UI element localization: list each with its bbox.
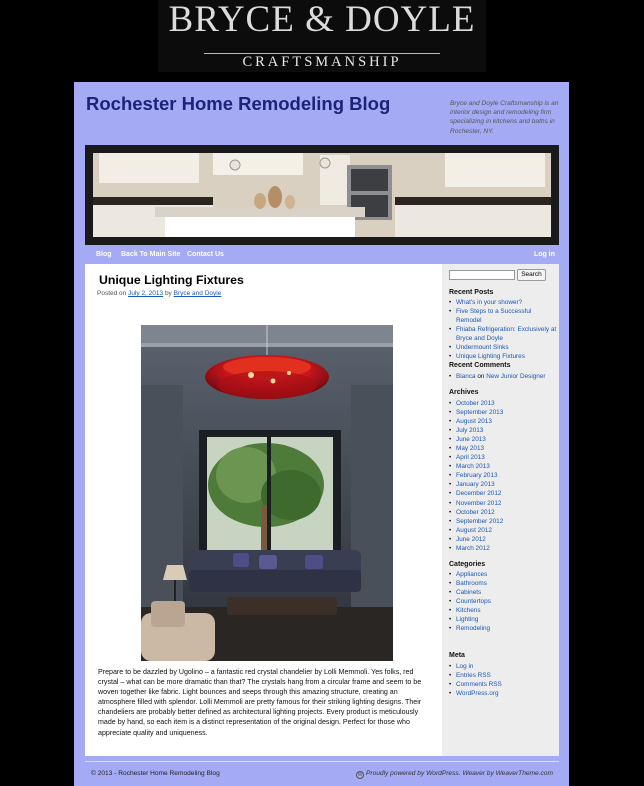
archive-link[interactable]: • October 2012 xyxy=(449,508,557,517)
category-link[interactable]: • Cabinets xyxy=(449,588,557,597)
archive-link[interactable]: • March 2012 xyxy=(449,544,557,553)
recent-post-link[interactable]: • Fhiaba Refrigeration: Exclusively at Bryce and Doyle xyxy=(449,325,557,343)
recent-post-link[interactable]: • Five Steps to a Successful Remodel xyxy=(449,307,557,325)
recent-posts-title: Recent Posts xyxy=(449,289,494,296)
recent-posts-list xyxy=(449,298,557,361)
meta-title: Meta xyxy=(449,652,465,659)
category-link[interactable]: • Bathrooms xyxy=(449,579,557,588)
archive-link[interactable]: • May 2013 xyxy=(449,444,557,453)
nav-log-in[interactable]: Log in xyxy=(534,251,555,258)
logo-tagline: CRAFTSMANSHIP xyxy=(242,54,402,70)
post-meta xyxy=(97,290,221,297)
archive-link[interactable]: • August 2012 xyxy=(449,526,557,535)
wordpress-icon: W xyxy=(357,772,363,778)
nav-contact-us[interactable]: Contact Us xyxy=(187,251,224,258)
footer-powered-by[interactable] xyxy=(356,770,553,779)
nav-blog[interactable]: Blog xyxy=(96,251,112,258)
categories-list xyxy=(449,570,557,633)
footer-divider xyxy=(85,761,559,762)
category-link[interactable]: • Lighting xyxy=(449,615,557,624)
comment-on-text: on xyxy=(475,373,487,380)
archive-link[interactable]: • December 2012 xyxy=(449,489,557,498)
site-description: Bryce and Doyle Craftsmanship is an interior design and remodeling firm specializing in kitchens and baths in Rochester, NY. xyxy=(450,100,559,135)
post-meta-by: by xyxy=(163,290,174,297)
archive-link[interactable]: • September 2013 xyxy=(449,408,557,417)
search-input[interactable] xyxy=(449,270,515,280)
nav-back-to-main-site[interactable]: Back To Main Site xyxy=(121,251,181,258)
archives-title: Archives xyxy=(449,389,479,396)
categories-title: Categories xyxy=(449,561,486,568)
comment-post-link[interactable]: New Junior Designer xyxy=(486,373,546,380)
archive-link[interactable]: • July 2013 xyxy=(449,426,557,435)
archive-link[interactable]: • June 2012 xyxy=(449,535,557,544)
archive-link[interactable]: • February 2013 xyxy=(449,471,557,480)
main-nav xyxy=(85,247,559,264)
logo-wordmark: BRYCE & DOYLE xyxy=(168,0,476,40)
archives-list xyxy=(449,399,557,553)
archive-link[interactable]: • August 2013 xyxy=(449,417,557,426)
post-body: Prepare to be dazzled by Ugolino – a fantastic red crystal chandelier by Lolli Memmoli. Yes folks, red crystal – what can be more dramatic than that? The crystals hang from a circular frame and seem to be woven together like fabric. Light bounces and seeps through this amazing structure, creating an atmosphere filled with splendor. Lolli Memmoli are pretty famous for their striking lighting designs. Their chandeliers are probably better defined as architectural lighting projects. Every product is meticulously made by hand, so each item is a distinct representation of the original design. Perfect for those who appreciate quality and uniqueness. xyxy=(98,668,422,737)
footer-powered-text: Proudly powered by WordPress. Weaver by WeaverTheme.com xyxy=(365,770,553,777)
recent-post-link[interactable]: • Unique Lighting Fixtures xyxy=(449,352,557,361)
comment-author-link[interactable]: Bianca xyxy=(456,373,476,380)
recent-comment-item xyxy=(449,372,557,381)
post-title[interactable]: Unique Lighting Fixtures xyxy=(99,273,244,287)
recent-comments-list xyxy=(449,372,557,381)
category-link[interactable]: • Appliances xyxy=(449,570,557,579)
archive-link[interactable]: • January 2013 xyxy=(449,480,557,489)
search-button[interactable]: Search xyxy=(517,269,546,281)
archive-link[interactable]: • March 2013 xyxy=(449,462,557,471)
page-wrapper xyxy=(74,82,569,786)
recent-comments-title: Recent Comments xyxy=(449,362,511,369)
sidebar xyxy=(442,264,559,756)
category-link[interactable]: • Kitchens xyxy=(449,606,557,615)
main-content xyxy=(85,264,442,756)
category-link[interactable]: • Remodeling xyxy=(449,624,557,633)
header-banner-image xyxy=(85,145,559,245)
site-logo[interactable] xyxy=(158,0,486,72)
category-link[interactable]: • Countertops xyxy=(449,597,557,606)
meta-link[interactable]: • Entries RSS xyxy=(449,671,557,680)
archive-link[interactable]: • September 2012 xyxy=(449,517,557,526)
recent-post-link[interactable]: • Undermount Sinks xyxy=(449,343,557,352)
chandelier-photo xyxy=(141,325,393,661)
post-date-link[interactable]: July 2, 2013 xyxy=(128,290,164,297)
archive-link[interactable]: • June 2013 xyxy=(449,435,557,444)
archive-link[interactable]: • October 2013 xyxy=(449,399,557,408)
post-author-link[interactable]: Bryce and Doyle xyxy=(173,290,222,297)
recent-post-link[interactable]: • What's in your shower? xyxy=(449,298,557,307)
footer xyxy=(85,756,559,786)
site-title[interactable]: Rochester Home Remodeling Blog xyxy=(86,93,391,114)
archive-link[interactable]: • April 2013 xyxy=(449,453,557,462)
post-meta-prefix: Posted on xyxy=(97,290,129,297)
footer-copyright: © 2013 - Rochester Home Remodeling Blog xyxy=(91,770,220,777)
meta-link[interactable]: • Comments RSS xyxy=(449,680,557,689)
meta-link[interactable]: • Log in xyxy=(449,662,557,671)
meta-list xyxy=(449,662,557,698)
archive-link[interactable]: • November 2012 xyxy=(449,499,557,508)
meta-link[interactable]: • WordPress.org xyxy=(449,689,557,698)
